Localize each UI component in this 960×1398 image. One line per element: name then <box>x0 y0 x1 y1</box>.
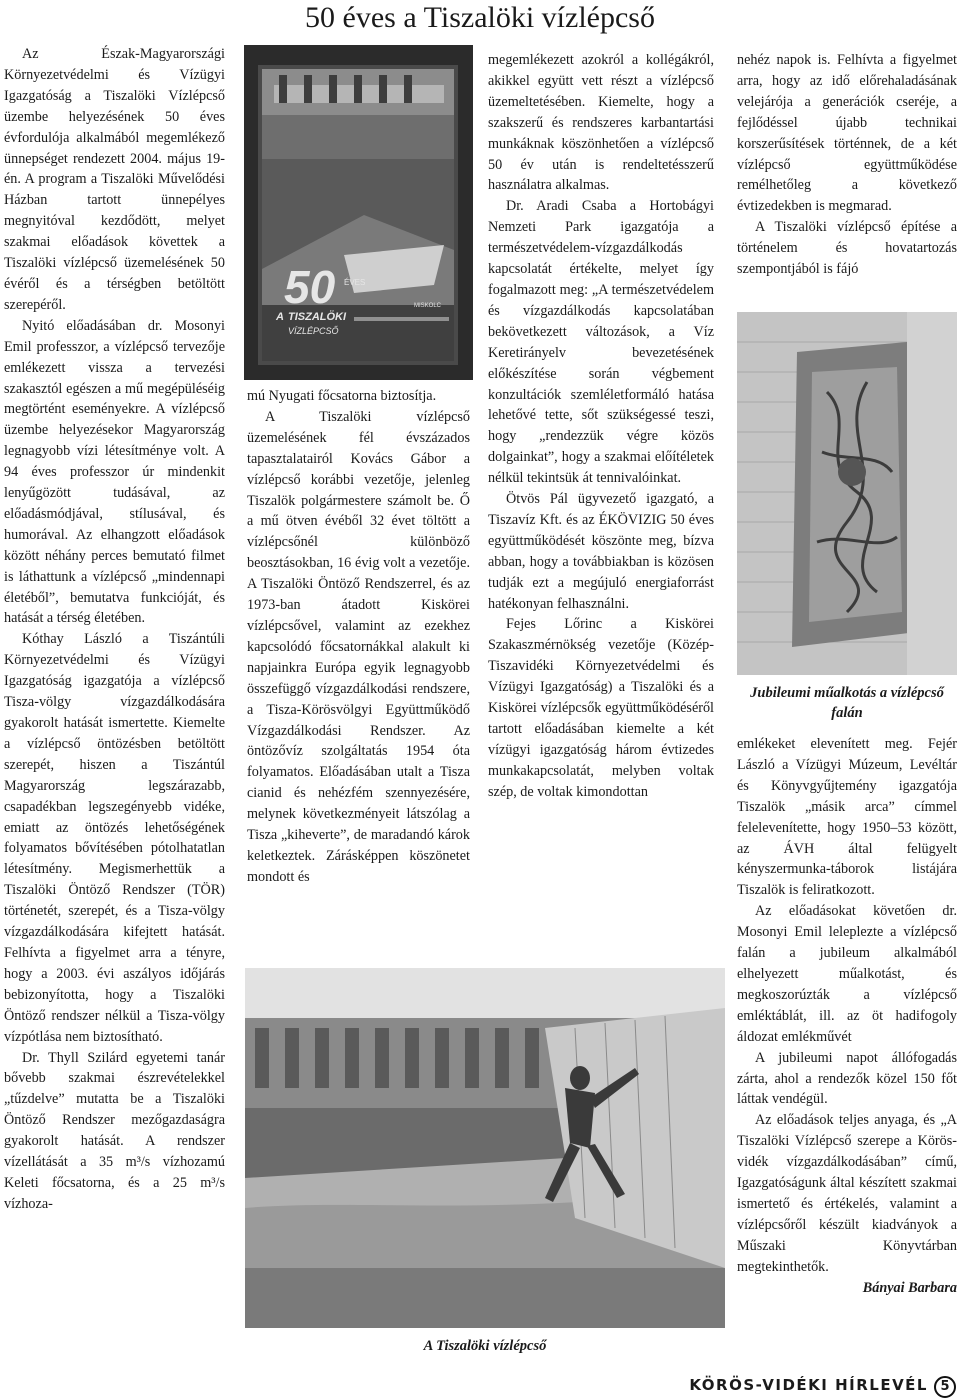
publication-name: KÖRÖS-VIDÉKI HÍRLEVÉL <box>689 1376 928 1394</box>
cover-eves: ÉVES <box>344 278 366 287</box>
cover-number: 50 <box>284 261 336 313</box>
paragraph: Az előadásokat követően dr. Mosonyi Emil leleplezte a vízlépcső falán a jubileum alkalmából elhelyezett műalkotást, és megkoszorúzták a vízlépcső emléktáblát, ill. az öt hadifogoly áldozat emlékművét <box>737 903 957 1045</box>
paragraph: mú Nyugati főcsatorna biztosítja. <box>247 388 437 404</box>
article-title: 50 éves a Tiszalöki vízlépcső <box>305 1 655 34</box>
dam-photo <box>245 968 725 1328</box>
paragraph: Fejes Lőrinc a Kiskörei Szakaszmérnökség vezetője (Közép-Tiszavidéki Környezetvédelmi és Vízügyi Igazgatóság) a Tiszalöki és a Kiskörei vízlépcsők együttműködéséről tartott előadásában kiemelte a két vízügyi igazgatóság három évtizedes munkakapcsolatát, melyben voltak szép, de voltak kimondottan <box>488 616 714 800</box>
cover-corner: MISKOLC <box>414 303 442 309</box>
paragraph: Dr. Thyll Szilárd egyetemi tanár bővebb szakmai észrevételekkel „tűzdelve” mutatta be a Tiszalöki Öntöző Rendszer mezőgazdaságra gyakorolt hatását. A rendszer vízellátását a 35 m³/s vízhozamú Keleti főcsatorna, és a 25 m³/s vízhoza- <box>4 1049 225 1212</box>
cover-name: TISZALÖKI <box>288 311 347 323</box>
author-line <box>737 1278 957 1299</box>
paragraph: nehéz napok is. Felhívta a figyelmet arra, hogy az idő előrehaladásának velejárója a generációk cseréje, a fejlődéssel újabb technikai korszerűsítések történnek, de a két vízlépcső együttműködése remélhetőleg a következő évtizedekben is megmarad. <box>737 52 957 215</box>
column-4 <box>737 50 957 280</box>
relief-caption: Jubileumi műalkotás a vízlépcső falán <box>750 685 944 721</box>
paragraph: A Tiszalöki vízlépcső üzemelésének fél évszázados tapasztalatairól Kovács Gábor a vízlépcső korábbi vezetője, jelenleg Tiszalök polgármestere számolt be. Ő a mű ötven évéből 32 évet töltött a vízlépcsőnél különböző beosztásokban, 16 évig volt a vezetője. A Tiszalöki Öntöző Rendszerrel, és az 1973-ban átadott Kiskörei vízlépcsővel, valamint az ezekhez kapcsolódó főcsatornákkal alakult ki napjainkra Európa egyik legnagyobb összefüggő vízgazdálkodási rendszere, a Tisza-Körösvölgyi Együttműködő Vízgazdálkodási Rendszer. Az öntözővíz szolgáltatás 1954 óta folyamatos. Előadásában utalt a Tisza cianid és nehézfém szennyezésére, melynek következményeit látszólag a Tisza „kiheverte”, de maradandó károk keletkeztek. Zárásképpen köszönetet mondott és <box>247 408 470 885</box>
relief-artwork-photo <box>737 312 957 675</box>
column-2 <box>247 386 470 888</box>
paragraph: megemlékezett azokról a kollégákról, akikkel együtt vett részt a vízlépcső üzemeltetésében. Kiemelte, hogy a szakszerű és rendszeres karbantartási munkáknak köszönhetően a vízlépcső 50 év után is rendeltetésszerű használatra alkalmas. <box>488 52 714 194</box>
paragraph: Az előadások teljes anyaga, és „A Tiszalöki Vízlépcső szerepe a Körös-vidék vízgazdálkodásában” című, Igazgatóságunk által készített szakmai ismertető és értékelés, valamint a vízlépcsőről készült kiadványok a Műszaki Könyvtárban megtekinthetők. <box>737 1112 957 1275</box>
paragraph: Nyitó előadásában dr. Mosonyi Emil professzor, a vízlépcső tervezője emlékezett vissza a tervezési szakasztól egészen a mű megépüléséig megtörtént eseményekre. A vízlépcső üzembe helyezésekor Magyarország legnagyobb vízi létesítménye volt. A 94 éves professzor úr mindenkit lenyűgözött tudásával, az előadásmódjával, stílusával, és humorával. Az elhangzott előadások között néhány perces bemutató filmet is láthattunk a vízlépcső „mindennapi életéből”, bemutatva funkcióját, és hatását a térség életében. <box>4 317 225 627</box>
book-cover-photo <box>244 45 473 380</box>
paragraph: A jubileumi napot állófogadás zárta, ahol a rendezők közel 150 főt láttak vendégül. <box>737 1049 957 1108</box>
paragraph: Ötvös Pál ügyvezető igazgató, a Tiszavíz Kft. és az ÉKÖVIZIG 50 éves együttműködését köszönte meg, bízva abban, hogy a továbbiakban is közösen tudják ezt a megújuló energiaforrást hatékonyan felhasználni. <box>488 491 714 612</box>
dam-caption: A Tiszalöki vízlépcső <box>423 1338 547 1354</box>
footer <box>640 1376 956 1398</box>
cover-sub: VÍZLÉPCSŐ <box>288 326 339 336</box>
author: Bányai Barbara <box>862 1279 957 1296</box>
column-3 <box>488 50 714 803</box>
paragraph: A Tiszalöki vízlépcső építése a történelem és hovatartozás szempontjából is fájó <box>737 219 957 278</box>
column-4-continued <box>737 734 957 1298</box>
paragraph: Az Észak-Magyarországi Környezetvédelmi és Vízügyi Igazgatóság a Tiszalöki Vízlépcső üzembe helyezésének 50 éves évfordulója alkalmából megemlékező ünnepséget rendezett 2004. május 19-én. A program a Tiszalöki Művelődési Házban tartott ünnepélyes megnyitóval kezdődött, melyet szakmai előadások követtek a Tiszalöki vízlépcső üzemelésének 50 évéről és a térségben betöltött szerepéről. <box>4 46 225 313</box>
cover-a: A <box>276 311 284 323</box>
paragraph: Kóthay László a Tiszántúli Környezetvédelmi és Vízügyi Igazgatóság igazgatója a vízlépcső Tisza-völgy vízgazdálkodására gyakorolt hatását ismertette. Kiemelte a vízlépcső öntözésben betöltött szerepét, hiszen a Tiszántúl Magyarország legszárazabb, csapadékban legszegényebb vidéke, emiatt az öntözés lehetőségének folyamatos bővítésében pótolhatatlan létesítmény. Megismerhettük a Tiszalöki Öntöző Rendszer (TÖR) történetét, szerepét, és a Tisza-völgy vízgazdálkodására kifejtett hatását. Felhívta a figyelmet arra a tényre, hogy a 2003. évi aszályos időjárás bebizonyította, hogy a Tiszalöki Öntöző rendszer nélkül a Tisza-völgy vízpótlása nem biztosítható. <box>4 631 225 1045</box>
column-1 <box>4 44 225 1215</box>
page-number: 5 <box>934 1376 956 1398</box>
paragraph: Dr. Aradi Csaba a Hortobágyi Nemzeti Park igazgatója a természetvédelem-vízgazdálkodás kapcsolatát értékelte, melyet így fogalmazott meg: „A természetvédelem és vízgazdálkodás kapcsolatában bekövetkezett változások, a Víz Keretirányelv bevezetésének előkészítése során végbement konzultációk szemléletformáló hatása lehetővé tette, sőt szükségessé teszi, hogy „rendezzük végre közös dolgainkat”, hogy a szakmai előítéletek nélkül tekintsük át tennivalóinkat. <box>488 198 714 487</box>
paragraph: emlékeket elevenített meg. Fejér László a Vízügyi Múzeum, Levéltár és Könyvgyűjtemény igazgatója Tiszalök „másik arca” címmel felelevenítette, hogy 1950–53 között, az ÁVH által felügyelt kényszermunka-táborok listájára Tiszalök is feliratkozott. <box>737 736 957 899</box>
